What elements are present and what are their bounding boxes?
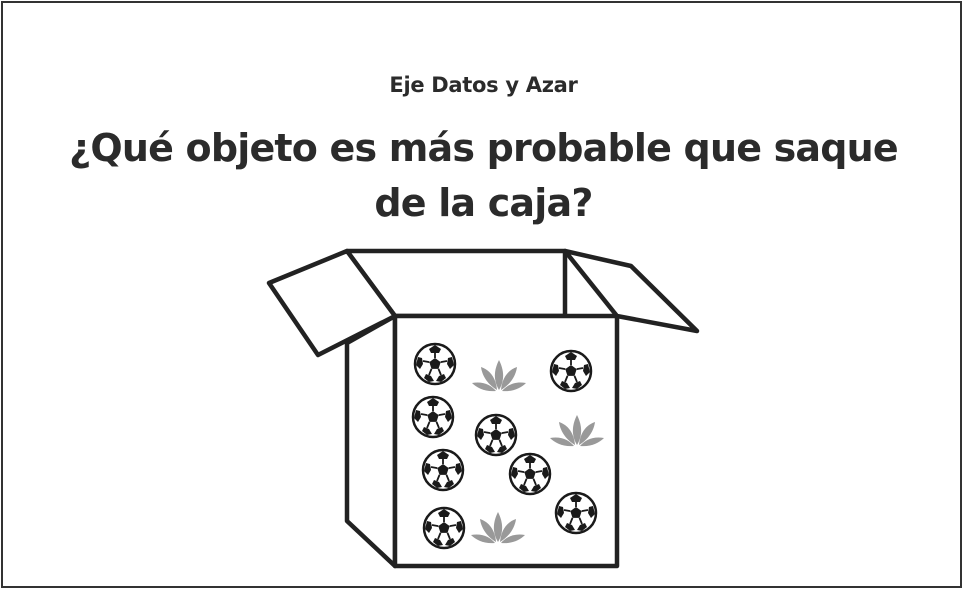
- open-box-illustration: [3, 3, 964, 590]
- soccer-ball-icon: [423, 450, 463, 490]
- soccer-ball-icon: [476, 415, 516, 455]
- box-left-side: [347, 316, 395, 566]
- soccer-ball-icon: [551, 351, 591, 391]
- soccer-ball-icon: [415, 344, 455, 384]
- soccer-ball-icon: [424, 508, 464, 548]
- soccer-ball-icon: [556, 493, 596, 533]
- soccer-ball-icon: [413, 397, 453, 437]
- soccer-ball-icon: [510, 454, 550, 494]
- card-frame: [1, 1, 962, 588]
- question-title: ¿Qué objeto es más probable que saque de la caja?: [69, 126, 898, 225]
- subtitle: Eje Datos y Azar: [389, 73, 578, 97]
